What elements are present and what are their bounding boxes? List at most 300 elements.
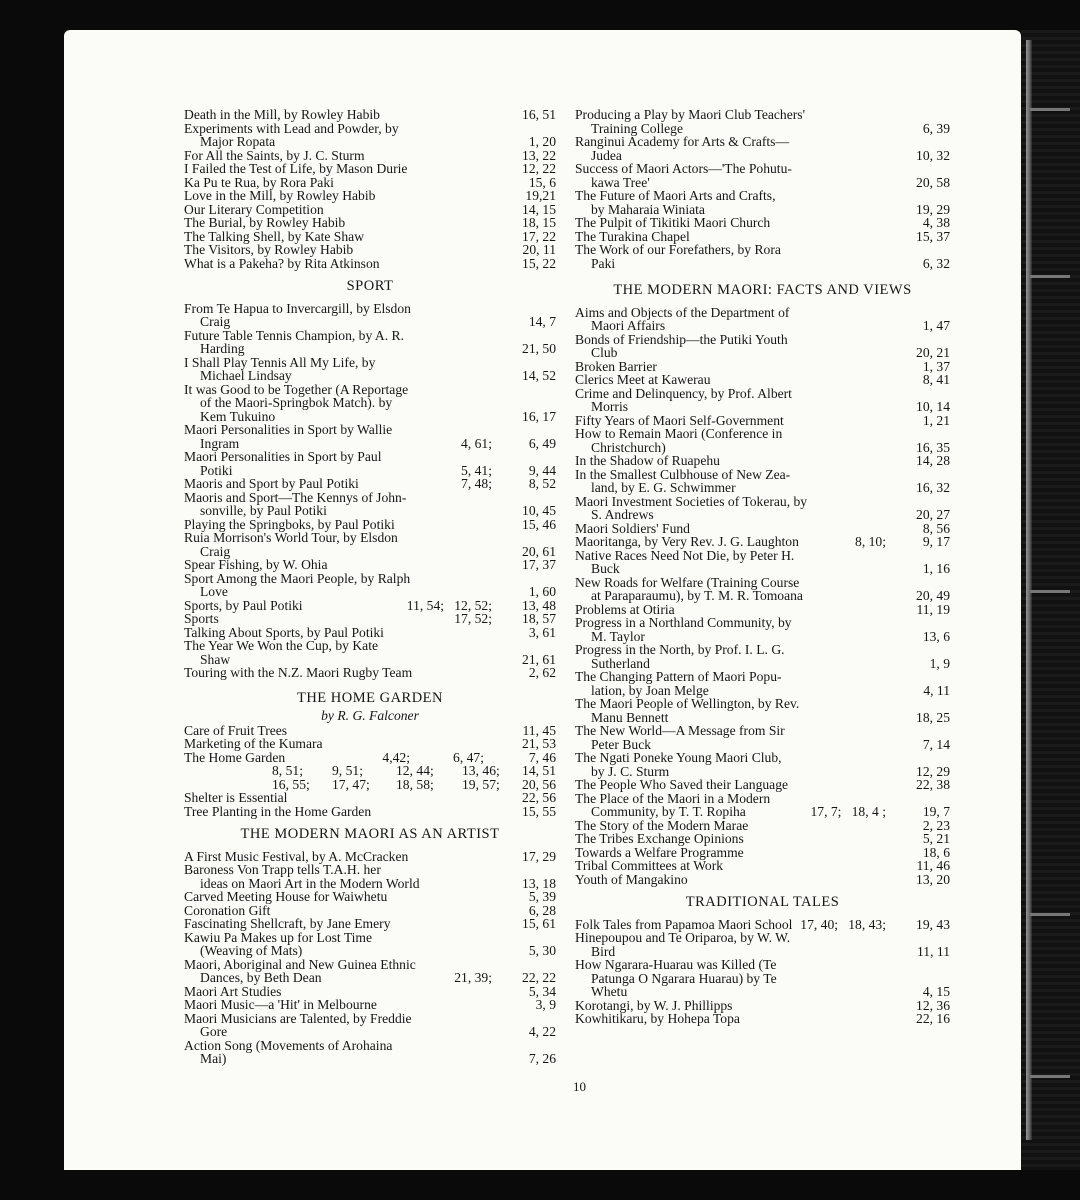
index-entry (184, 531, 556, 558)
entry-title: Problems at Otiria (575, 601, 675, 617)
entry-title: Maoris and Sport—The Kennys of John- (184, 489, 407, 505)
entry-title-continued: Morris (591, 399, 629, 414)
entry-title: The Maori People of Wellington, by Rev. (575, 696, 800, 711)
index-entry (184, 176, 556, 190)
page-ref: 8, 52 (528, 476, 556, 491)
page-ref: 2, 62 (528, 665, 556, 680)
page-ref: 1, 9 (929, 655, 950, 671)
right-top-entries (575, 108, 950, 270)
page-ref: 10, 32 (916, 147, 950, 163)
page-ref: 8, 56 (922, 520, 950, 536)
entry-title: Success of Maori Actors—'The Pohutu- (575, 161, 792, 176)
page-ref: 16, 51 (522, 107, 556, 122)
page-ref: 15, 61 (522, 916, 556, 931)
index-entry (184, 477, 556, 491)
garden-tail-entries (184, 791, 556, 818)
page-ref: 14, 28 (916, 453, 950, 468)
entry-title-continued: M. Taylor (591, 628, 645, 644)
entry-title-continued: Dances, by Beth Dean (200, 970, 322, 985)
index-entry (575, 643, 950, 670)
index-entry (575, 216, 950, 230)
index-entry (575, 189, 950, 216)
index-entry (184, 958, 556, 985)
page-ref: 18, 57 (522, 611, 556, 626)
page-ref: 9, 17 (922, 534, 950, 549)
index-entry (184, 450, 556, 477)
entry-title: I Failed the Test of Life, by Mason Durie (184, 161, 408, 176)
page-ref: 13, 48 (522, 597, 556, 613)
entry-title-continued: Gore (200, 1024, 228, 1039)
index-entry (575, 792, 950, 819)
entry-title-continued: Harding (200, 341, 245, 356)
sport-heading: SPORT (346, 278, 394, 294)
index-entry (184, 998, 556, 1012)
index-entry (575, 427, 950, 454)
page-ref: 6, 39 (922, 120, 950, 136)
entry-title-continued: sonville, by Paul Potiki (200, 503, 327, 518)
page-ref: 22, 56 (522, 790, 556, 805)
page-ref: 22, 22 (522, 970, 556, 985)
page-ref: 19,21 (525, 188, 556, 203)
page-ref: 15, 37 (916, 228, 950, 244)
entry-title: Maori Investment Societies of Tokerau, by (575, 493, 808, 509)
entry-title-continued: Manu Bennett (591, 709, 669, 725)
entry-title: The Changing Pattern of Maori Popu- (575, 669, 782, 684)
index-entry (184, 518, 556, 532)
page-ref: 8, 51; (272, 763, 303, 778)
page-ref: 18, 6 (922, 844, 950, 860)
home-garden-heading: THE HOME GARDEN (296, 689, 444, 706)
index-entry (184, 243, 556, 257)
page-ref: 19, 7 (922, 804, 950, 819)
index-entry (575, 846, 950, 860)
index-entry (184, 626, 556, 640)
entry-title: Playing the Springboks, by Paul Potiki (184, 516, 395, 532)
entry-title: The Story of the Modern Marae (575, 817, 749, 833)
page-ref: 20, 49 (916, 588, 950, 603)
page-ref: 19, 29 (916, 201, 950, 217)
index-entry (184, 863, 556, 890)
entry-title: In the Shadow of Ruapehu (575, 453, 720, 468)
index-entry (575, 306, 950, 333)
page-ref: 12, 36 (916, 997, 950, 1013)
page-ref: 17, 37 (522, 557, 556, 572)
page-ref: 21, 50 (522, 341, 556, 356)
page-ref: 7, 14 (922, 736, 950, 752)
entry-title: Producing a Play by Maori Club Teachers' (575, 107, 806, 122)
page-ref: 17, 29 (522, 848, 556, 864)
entry-title: Ruia Morrison's World Tour, by Elsdon (184, 530, 398, 545)
home-garden-title (184, 751, 492, 765)
page-ref: 17, 47; (332, 776, 370, 792)
entry-title-continued: Potiki (200, 462, 233, 478)
page-ref: 5, 39 (528, 889, 556, 904)
entry-title: The Work of our Forefathers, by Rora (575, 242, 781, 257)
page-ref: 8, 41 (922, 372, 950, 387)
entry-title: The Future of Maori Arts and Crafts, (575, 188, 776, 203)
page-ref: 15, 22 (522, 255, 556, 271)
page-ref: 22, 16 (916, 1011, 950, 1026)
index-entry (184, 666, 556, 680)
page-ref: 12, 22 (522, 161, 556, 176)
index-entry (184, 724, 556, 738)
entry-title: Marketing of the Kumara (184, 736, 323, 751)
page-ref-extra: 17, 52; (454, 611, 492, 626)
index-entry (575, 697, 950, 724)
page-ref-extra: 5, 41; (461, 462, 492, 478)
index-entry (575, 454, 950, 468)
page-ref: 14, 15 (522, 201, 556, 217)
page-ref: 7, 46 (528, 749, 556, 765)
entry-title-continued: Ingram (200, 435, 240, 451)
index-entry (575, 522, 950, 536)
entry-title-continued: Peter Buck (591, 736, 652, 752)
entry-title: The Home Garden (184, 749, 286, 765)
entry-title-continued: Major Ropata (200, 134, 276, 149)
page-ref: 5, 30 (528, 943, 556, 958)
index-entry (575, 387, 950, 414)
index-entry (575, 859, 950, 873)
page-ref: 9, 44 (528, 462, 556, 478)
index-entry (575, 549, 950, 576)
entry-title: The People Who Saved their Language (575, 777, 789, 792)
index-entry (575, 1012, 950, 1026)
entry-title: Maori, Aboriginal and New Guinea Ethnic (184, 956, 416, 972)
index-entry (184, 737, 556, 751)
index-entry (184, 423, 556, 450)
page-ref: 11, 45 (522, 722, 556, 738)
entry-title-continued: land, by E. G. Schwimmer (591, 480, 736, 495)
page-ref: 6, 32 (922, 255, 950, 271)
page-ref: 13, 20 (916, 871, 950, 887)
entry-title: Our Literary Competition (184, 201, 324, 217)
page-ref: 15, 6 (528, 174, 556, 190)
index-entry (575, 931, 950, 958)
entry-title: In the Smallest Culbhouse of New Zea- (575, 466, 791, 482)
entry-title-continued: Whetu (591, 984, 628, 999)
index-entry (575, 778, 950, 792)
tales-entries (575, 918, 950, 1026)
index-entry (575, 576, 950, 603)
entry-title: The Talking Shell, by Kate Shaw (184, 228, 365, 244)
page-number: 10 (573, 1079, 586, 1094)
page-ref: 4, 11 (923, 682, 950, 698)
page-ref: 1, 37 (922, 358, 950, 374)
entry-title-continued: S. Andrews (591, 507, 654, 522)
page-ref: 15, 46 (522, 516, 556, 532)
page-ref: 13, 6 (922, 628, 950, 644)
entry-title: How Ngarara-Huarau was Killed (Te (575, 957, 777, 972)
entry-title: Clerics Meet at Kawerau (575, 372, 711, 387)
index-entry (575, 162, 950, 189)
page-ref: 10, 14 (916, 399, 950, 414)
left-top-entries (184, 108, 556, 270)
page-ref: 18, 58; (396, 776, 434, 792)
scan-mark (1030, 590, 1070, 593)
home-garden-byline: by R. G. Falconer (321, 708, 419, 723)
index-entry (575, 230, 950, 244)
index-entry (184, 302, 556, 329)
entry-title: Fascinating Shellcraft, by Jane Emery (184, 916, 391, 931)
index-entry (184, 149, 556, 163)
garden-entries (184, 724, 556, 751)
page-ref: 15, 55 (522, 803, 556, 819)
entry-title: Tree Planting in the Home Garden (184, 803, 372, 819)
page-ref: 20, 11 (522, 242, 556, 257)
scan-mark (1030, 913, 1070, 916)
index-entry (184, 791, 556, 805)
page-ref-extra: 11, 54; 12, 52; (406, 597, 492, 613)
facts-entries (575, 306, 950, 887)
index-entry (575, 958, 950, 999)
entry-title-continued: Patunga O Ngarara Huarau) by Te (591, 970, 777, 986)
page-ref: 1, 20 (528, 134, 556, 149)
entry-title: Crime and Delinquency, by Prof. Albert (575, 385, 792, 401)
page-ref: 16, 55; (272, 776, 310, 792)
page-ref: 13, 46; (462, 763, 500, 778)
entry-title: Progress in the North, by Prof. I. L. G. (575, 642, 785, 657)
entry-title: Touring with the N.Z. Maori Rugby Team (184, 665, 413, 680)
index-entry (575, 468, 950, 495)
page-ref: 6, 28 (528, 902, 556, 918)
entry-title: Love in the Mill, by Rowley Habib (184, 188, 376, 203)
index-entry (575, 751, 950, 778)
entry-title: The Visitors, by Rowley Habib (184, 242, 354, 257)
entry-title: Towards a Welfare Programme (575, 844, 744, 860)
entry-title: Talking About Sports, by Paul Potiki (184, 624, 384, 640)
entry-title: Spear Fishing, by W. Ohia (184, 557, 328, 572)
entry-title: Future Table Tennis Champion, by A. R. (184, 327, 404, 343)
index-entry (575, 999, 950, 1013)
entry-title-continued: Buck (591, 561, 620, 576)
index-entry (184, 639, 556, 666)
entry-title: Youth of Mangakino (575, 871, 688, 887)
index-entry (184, 931, 556, 958)
entry-title: Maoritanga, by Very Rev. J. G. Laughton (575, 534, 799, 549)
entry-title: Hinepoupou and Te Oriparoa, by W. W. (575, 930, 791, 945)
entry-title-continued: Paki (591, 255, 616, 271)
page-ref: 22, 38 (916, 777, 950, 792)
page-ref: 4,42; (382, 749, 410, 765)
page-ref: 1, 16 (922, 561, 950, 576)
page-ref: 13, 22 (522, 147, 556, 163)
entry-title: The Pulpit of Tikitiki Maori Church (575, 215, 771, 230)
index-entry (575, 360, 950, 374)
index-entry (575, 918, 950, 932)
index-entry (184, 572, 556, 599)
index-entry (184, 329, 556, 356)
entry-title-continued: Craig (200, 543, 231, 559)
page-ref: 17, 22 (522, 228, 556, 244)
entry-title: A First Music Festival, by A. McCracken (184, 848, 409, 864)
page-ref: 13, 18 (522, 875, 556, 891)
page-ref: 12, 44; (396, 763, 434, 778)
right-column (575, 108, 950, 1026)
index-entry (184, 917, 556, 931)
entry-title-continued: Judea (591, 147, 622, 163)
index-entry (575, 670, 950, 697)
entry-title: Kowhitikaru, by Hohepa Topa (575, 1011, 740, 1026)
entry-title: What is a Pakeha? by Rita Atkinson (184, 255, 380, 271)
index-entry (184, 162, 556, 176)
page-ref: 11, 11 (917, 943, 950, 959)
page-ref: 3, 61 (528, 624, 556, 640)
home-garden-row-3 (184, 778, 556, 792)
page-ref: 21, 53 (522, 736, 556, 751)
sport-entries (184, 302, 556, 680)
index-entry (184, 257, 556, 271)
entry-title: The Year We Won the Cup, by Kate (184, 638, 379, 653)
index-entry (575, 495, 950, 522)
entry-title: Aims and Objects of the Department of (575, 304, 790, 320)
entry-title-continued: Kem Tukuino (200, 408, 276, 424)
page-ref-extra: 17, 7; 18, 4 ; (810, 804, 886, 819)
index-entry (575, 873, 950, 887)
tales-heading: TRADITIONAL TALES (685, 894, 840, 910)
page-ref: 16, 17 (522, 408, 556, 424)
scan-mark (1030, 1075, 1070, 1078)
entry-title: How to Remain Maori (Conference in (575, 426, 783, 441)
entry-title: Ka Pu te Rua, by Rora Paki (184, 174, 334, 190)
page-ref: 20, 56 (522, 776, 556, 792)
index-entry (184, 890, 556, 904)
entry-title: From Te Hapua to Invercargill, by Elsdon (184, 300, 411, 316)
entry-title-continued: Maori Affairs (591, 318, 666, 333)
page-ref: 20, 61 (522, 543, 556, 559)
page-ref: 2, 23 (922, 817, 950, 833)
entry-title-continued: by J. C. Sturm (591, 763, 670, 779)
entry-title-continued: Michael Lindsay (200, 368, 292, 383)
page-ref: 9, 51; (332, 763, 363, 778)
entry-title: Sport Among the Maori People, by Ralph (184, 570, 411, 586)
index-entry (575, 108, 950, 135)
artist-heading: THE MODERN MAORI AS AN ARTIST (240, 826, 500, 842)
entry-title: Maoris and Sport by Paul Potiki (184, 476, 359, 491)
scan-mark (1030, 108, 1070, 111)
entry-title: Maori Music—a 'Hit' in Melbourne (184, 997, 377, 1012)
entry-title: It was Good to be Together (A Reportage (184, 381, 409, 397)
page-ref: 6, 49 (528, 435, 556, 451)
entry-title: Coronation Gift (184, 902, 271, 918)
entry-title: Ranginui Academy for Arts & Crafts— (575, 134, 790, 149)
index-entry (184, 558, 556, 572)
index-entry (184, 805, 556, 819)
page-ref: 19, 43 (916, 916, 950, 932)
page-ref-extra: 17, 40; 18, 43; (800, 916, 886, 932)
entry-title: Sports (184, 611, 219, 626)
index-entry (184, 904, 556, 918)
page-ref: 5, 34 (528, 983, 556, 999)
page-ref: 20, 27 (916, 507, 950, 522)
page-ref: 3, 9 (535, 997, 556, 1012)
home-garden-row-2 (184, 764, 556, 778)
entry-title: Experiments with Lead and Powder, by (184, 120, 399, 136)
entry-title-continued: Craig (200, 314, 231, 329)
entry-title: Action Song (Movements of Arohaina (184, 1037, 393, 1053)
page-ref: 16, 32 (916, 480, 950, 495)
page-ref: 7, 26 (528, 1051, 556, 1066)
index-entry (575, 832, 950, 846)
entry-title: Maori Personalities in Sport by Wallie (184, 422, 393, 437)
entry-title: Fifty Years of Maori Self-Government (575, 412, 784, 428)
entry-title: Maori Personalities in Sport by Paul (184, 449, 382, 464)
index-entry (184, 216, 556, 230)
entry-title: Broken Barrier (575, 358, 657, 374)
entry-title: Carved Meeting House for Waiwhetu (184, 889, 388, 904)
index-entry (575, 243, 950, 270)
entry-title: Baroness Von Trapp tells T.A.H. her (184, 862, 381, 877)
page-ref: 18, 15 (522, 215, 556, 230)
page-ref: 19, 57; (462, 776, 500, 792)
index-entry (184, 1039, 556, 1066)
entry-title-continued: of the Maori-Springbok Match). by (200, 395, 393, 410)
page-ref: 14, 51 (522, 763, 556, 778)
entry-title: Tribal Committees at Work (575, 858, 724, 873)
entry-title-continued: Christchurch) (591, 439, 666, 455)
page-ref: 21, 61 (522, 651, 556, 667)
page-ref: 4, 22 (528, 1024, 556, 1039)
page-ref-extra: 8, 10; (855, 534, 886, 549)
index-entry (575, 135, 950, 162)
entry-title: The Turakina Chapel (575, 228, 690, 244)
entry-title: Death in the Mill, by Rowley Habib (184, 107, 380, 122)
entry-title: Progress in a Northland Community, by (575, 615, 792, 630)
entry-title: Sports, by Paul Potiki (184, 597, 303, 613)
entry-title: Shelter is Essential (184, 790, 288, 805)
entry-title: The New World—A Message from Sir (575, 723, 785, 738)
index-entry (184, 491, 556, 518)
page-ref: 14, 52 (522, 368, 556, 383)
entry-title-continued: Love (200, 584, 228, 599)
page-ref: 1, 47 (922, 318, 950, 333)
entry-title-continued: Training College (591, 120, 684, 136)
index-entry (184, 122, 556, 149)
page-ref: 10, 45 (522, 503, 556, 518)
index-entry (575, 414, 950, 428)
page-ref: 4, 15 (922, 984, 950, 999)
index-entry (184, 612, 556, 626)
entry-title: Kawiu Pa Makes up for Lost Time (184, 929, 373, 945)
page-ref-extra: 21, 39; (454, 970, 492, 985)
home-garden-entry (184, 751, 556, 765)
entry-title: The Burial, by Rowley Habib (184, 215, 346, 230)
index-entry (184, 230, 556, 244)
index-entry (575, 616, 950, 643)
entry-title: Bonds of Friendship—the Putiki Youth (575, 331, 788, 347)
entry-title-continued: Community, by T. T. Ropiha (591, 804, 746, 819)
entry-title: Maori Art Studies (184, 983, 282, 999)
page-ref: 12, 29 (916, 763, 950, 779)
entry-title-continued: by Maharaia Winiata (591, 201, 705, 217)
page-ref: 11, 19 (916, 601, 950, 617)
scan-mark (1030, 275, 1070, 278)
index-entry (184, 850, 556, 864)
entry-title-continued: at Paraparaumu), by T. M. R. Tomoana (591, 588, 803, 603)
index-entry (575, 603, 950, 617)
index-entry (184, 985, 556, 999)
entry-title: New Roads for Welfare (Training Course (575, 574, 800, 590)
entry-title: The Ngati Poneke Young Maori Club, (575, 750, 782, 765)
entry-title-continued: Club (591, 345, 618, 360)
entry-title: Korotangi, by W. J. Phillipps (575, 997, 733, 1013)
page-ref-extra: 7, 48; (461, 476, 492, 491)
index-entry (575, 819, 950, 833)
index-entry (575, 724, 950, 751)
index-entry (184, 383, 556, 424)
index-entry (575, 535, 950, 549)
page-ref: 5, 21 (922, 831, 950, 846)
index-entry (184, 108, 556, 122)
